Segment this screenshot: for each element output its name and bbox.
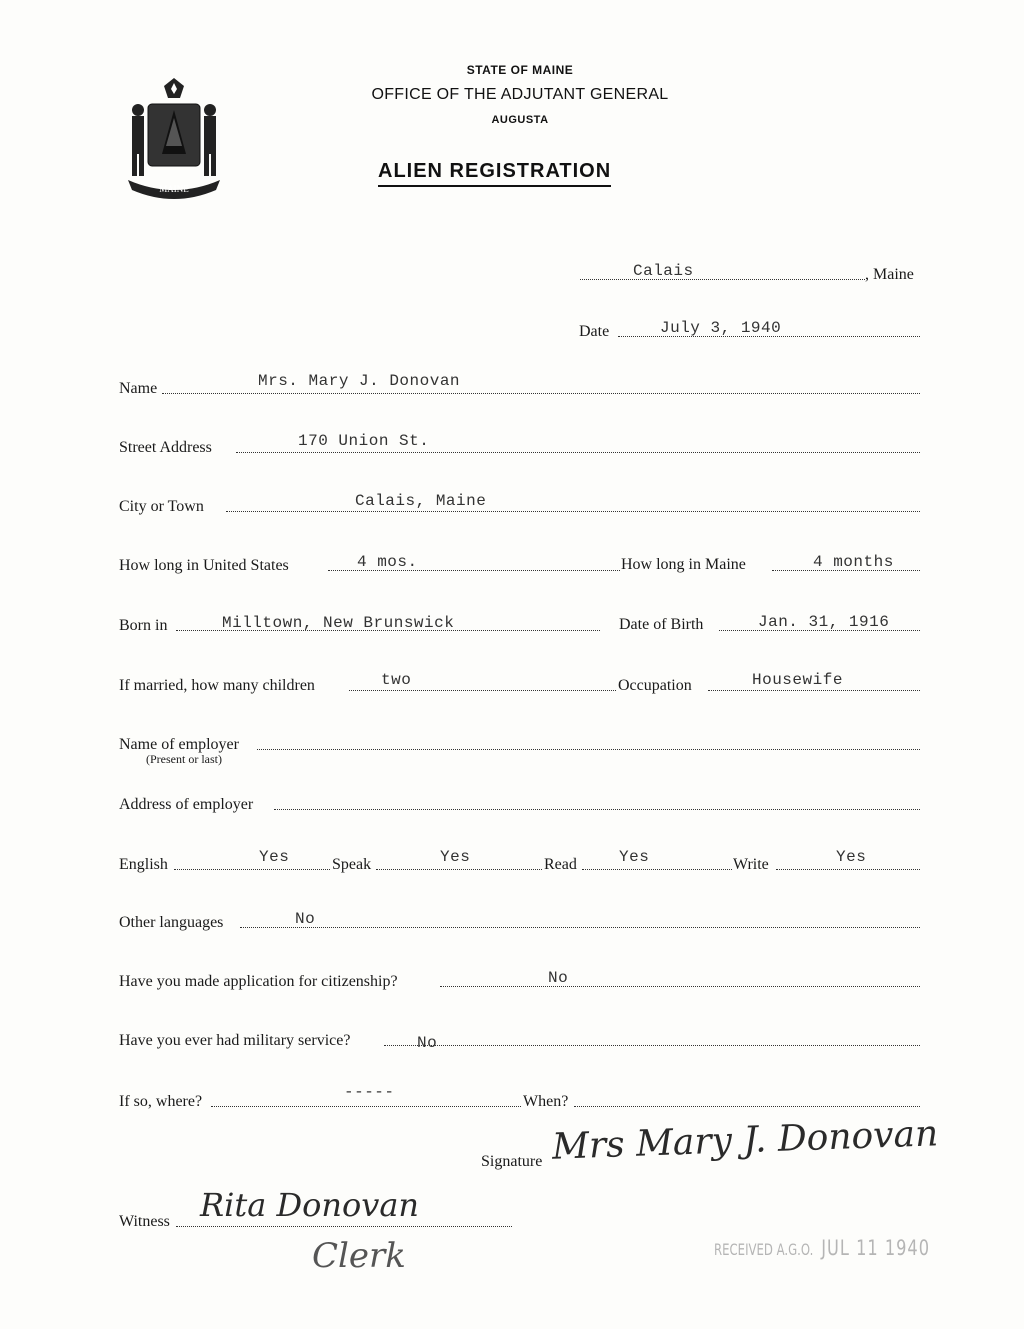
other-languages-line bbox=[240, 927, 920, 928]
read-value: Yes bbox=[619, 848, 650, 866]
street-value: 170 Union St. bbox=[298, 432, 430, 450]
us-duration-label: How long in United States bbox=[119, 557, 289, 574]
speak-line bbox=[376, 869, 542, 870]
maine-duration-value: 4 months bbox=[813, 553, 894, 571]
name-label: Name bbox=[119, 380, 158, 397]
citizenship-value: No bbox=[548, 969, 569, 987]
where-value: ----- bbox=[344, 1083, 395, 1101]
place-line bbox=[580, 279, 865, 280]
employer-address-line bbox=[274, 809, 920, 810]
where-line bbox=[211, 1106, 521, 1107]
write-value: Yes bbox=[836, 848, 867, 866]
maine-duration-label: How long in Maine bbox=[621, 556, 746, 573]
english-line bbox=[174, 869, 330, 870]
employer-line bbox=[257, 749, 920, 750]
witness-title: Clerk bbox=[312, 1236, 406, 1276]
signature-value: Mrs Mary J. Donovan bbox=[551, 1113, 939, 1168]
name-value: Mrs. Mary J. Donovan bbox=[258, 372, 461, 390]
date-label: Date bbox=[579, 323, 610, 340]
witness-label: Witness bbox=[119, 1213, 170, 1230]
dob-value: Jan. 31, 1916 bbox=[758, 613, 890, 631]
dob-label: Date of Birth bbox=[619, 616, 704, 633]
when-line bbox=[574, 1106, 920, 1107]
employer-label: Name of employer bbox=[119, 736, 239, 753]
stamp-date: JUL 11 1940 bbox=[821, 1235, 931, 1262]
state-heading: STATE OF MAINE bbox=[466, 63, 574, 77]
city-line bbox=[226, 511, 920, 512]
street-label: Street Address bbox=[119, 439, 212, 456]
citizenship-line bbox=[440, 986, 920, 987]
children-label: If married, how many children bbox=[119, 677, 315, 694]
signature-label: Signature bbox=[481, 1153, 543, 1170]
where-label: If so, where? bbox=[119, 1093, 203, 1110]
occupation-value: Housewife bbox=[752, 671, 843, 689]
children-line bbox=[349, 690, 616, 691]
children-value: two bbox=[381, 671, 412, 689]
date-value: July 3, 1940 bbox=[660, 319, 782, 337]
employer-sublabel: (Present or last) bbox=[146, 752, 222, 766]
born-in-label: Born in bbox=[119, 617, 168, 634]
military-line bbox=[384, 1045, 920, 1046]
street-line bbox=[236, 452, 920, 453]
born-in-value: Milltown, New Brunswick bbox=[222, 614, 455, 632]
citizenship-label: Have you made application for citizenship? bbox=[119, 973, 398, 990]
city-label: City or Town bbox=[119, 498, 204, 515]
occupation-label: Occupation bbox=[618, 677, 692, 694]
city-value: Calais, Maine bbox=[355, 492, 487, 510]
write-label: Write bbox=[733, 856, 769, 873]
city-heading: AUGUSTA bbox=[491, 114, 549, 126]
read-label: Read bbox=[544, 856, 577, 873]
witness-value: Rita Donovan bbox=[200, 1186, 419, 1224]
write-line bbox=[776, 869, 920, 870]
name-line bbox=[162, 393, 920, 394]
form-title: ALIEN REGISTRATION bbox=[378, 160, 611, 187]
place-suffix: , Maine bbox=[865, 266, 914, 283]
speak-value: Yes bbox=[440, 848, 471, 866]
when-label: When? bbox=[523, 1093, 569, 1110]
office-heading: OFFICE OF THE ADJUTANT GENERAL bbox=[371, 86, 669, 103]
read-line bbox=[582, 869, 732, 870]
place-value: Calais bbox=[633, 262, 694, 280]
occupation-line bbox=[708, 690, 920, 691]
witness-line bbox=[176, 1226, 512, 1227]
speak-label: Speak bbox=[332, 856, 372, 873]
svg-text:MAINE: MAINE bbox=[159, 184, 189, 194]
received-stamp bbox=[714, 1236, 930, 1261]
other-languages-value: No bbox=[295, 910, 316, 928]
military-value: No bbox=[417, 1034, 438, 1052]
other-languages-label: Other languages bbox=[119, 914, 224, 931]
stamp-prefix: RECEIVED A.G.O. bbox=[714, 1241, 814, 1260]
english-value: Yes bbox=[259, 848, 290, 866]
us-duration-value: 4 mos. bbox=[357, 553, 418, 571]
military-label: Have you ever had military service? bbox=[119, 1032, 351, 1049]
english-label: English bbox=[119, 856, 168, 873]
employer-address-label: Address of employer bbox=[119, 796, 254, 813]
